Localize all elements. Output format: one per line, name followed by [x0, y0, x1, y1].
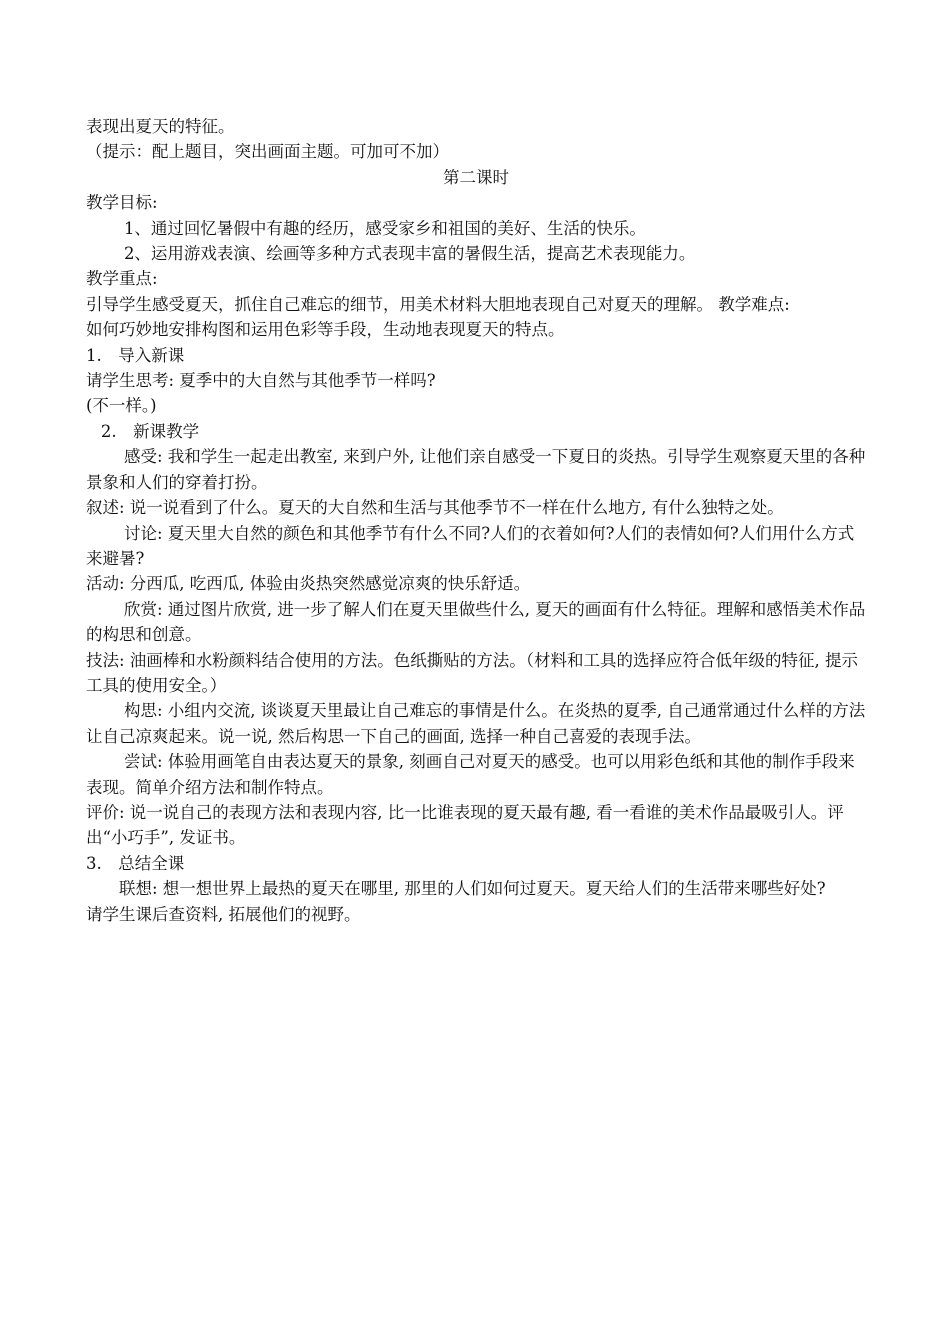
section1-question: 请学生思考: 夏季中的大自然与其他季节一样吗? [86, 371, 436, 391]
paragraph-narrate: 叙述: 说一说看到了什么。夏天的大自然和生活与其他季节不一样在什么地方, 有什么独特之处。 [86, 498, 784, 518]
key-points-text: 引导学生感受夏天，抓住自己难忘的细节，用美术材料大胆地表现自己对夏天的理解。 教学难点: [86, 294, 790, 314]
paragraph-appreciate: 欣赏: 通过图片欣赏, 进一步了解人们在夏天里做些什么, 夏天的画面有什么特征。理解和感悟美术作品的构思和创意。 [86, 599, 866, 645]
paragraph-technique: 技法: 油画棒和水粉颜料结合使用的方法。色纸撕贴的方法。（材料和工具的选择应符合低年级的特征, 提示工具的使用安全。） [86, 650, 859, 695]
section1-heading: 1. 导入新课 [86, 345, 185, 365]
paragraph-discuss: 讨论: 夏天里大自然的颜色和其他季节有什么不同?人们的衣着如何?人们的表情如何?人们用什么方式来避暑? [86, 523, 855, 568]
lesson-title: 第二课时 [443, 167, 509, 187]
difficulty-text: 如何巧妙地安排构图和运用色彩等手段，生动地表现夏天的特点。 [86, 320, 565, 340]
key-points-heading: 教学重点: [86, 269, 158, 289]
section2-heading: 2. 新课教学 [100, 421, 200, 441]
intro-line: 表现出夏天的特征。 [86, 117, 235, 136]
objective-item-2: 2、运用游戏表演、绘画等多种方式表现丰富的暑假生活，提高艺术表现能力。 [123, 244, 696, 264]
paragraph-homework: 请学生课后查资料, 拓展他们的视野。 [86, 904, 361, 924]
hint-line: （提示：配上题目，突出画面主题。可加可不加） [86, 142, 449, 162]
objective-item-1: 1、通过回忆暑假中有趣的经历，感受家乡和祖国的美好、生活的快乐。 [123, 218, 646, 238]
paragraph-concept: 构思: 小组内交流, 谈谈夏天里最让自己难忘的事情是什么。在炎热的夏季, 自己通常通过什么样的方法让自己凉爽起来。说一说, 然后构思一下自己的画面, 选择一种自己喜爱的表现手法。 [86, 701, 866, 746]
objectives-heading: 教学目标: [86, 193, 158, 213]
lesson-plan-document [86, 114, 866, 927]
paragraph-evaluate: 评价: 说一说自己的表现方法和表现内容, 比一比谁表现的夏天最有趣, 看一看谁的美术作品最吸引人。评出“小巧手”, 发证书。 [86, 802, 844, 848]
paragraph-attempt: 尝试: 体验用画笔自由表达夏天的景象, 刻画自己对夏天的感受。也可以用彩色纸和其他的制作手段来表现。简单介绍方法和制作特点。 [86, 752, 855, 797]
paragraph-activity: 活动: 分西瓜, 吃西瓜, 体验由炎热突然感觉凉爽的快乐舒适。 [86, 574, 531, 594]
section3-heading: 3. 总结全课 [86, 853, 185, 873]
paragraph-associate: 联想: 想一想世界上最热的夏天在哪里, 那里的人们如何过夏天。夏天给人们的生活带来哪些好处? [119, 879, 826, 899]
section1-answer: (不一样。) [86, 396, 157, 416]
paragraph-feel: 感受: 我和学生一起走出教室, 来到户外, 让他们亲自感受一下夏日的炎热。引导学生观察夏天里的各种景象和人们的穿着打扮。 [86, 447, 866, 492]
